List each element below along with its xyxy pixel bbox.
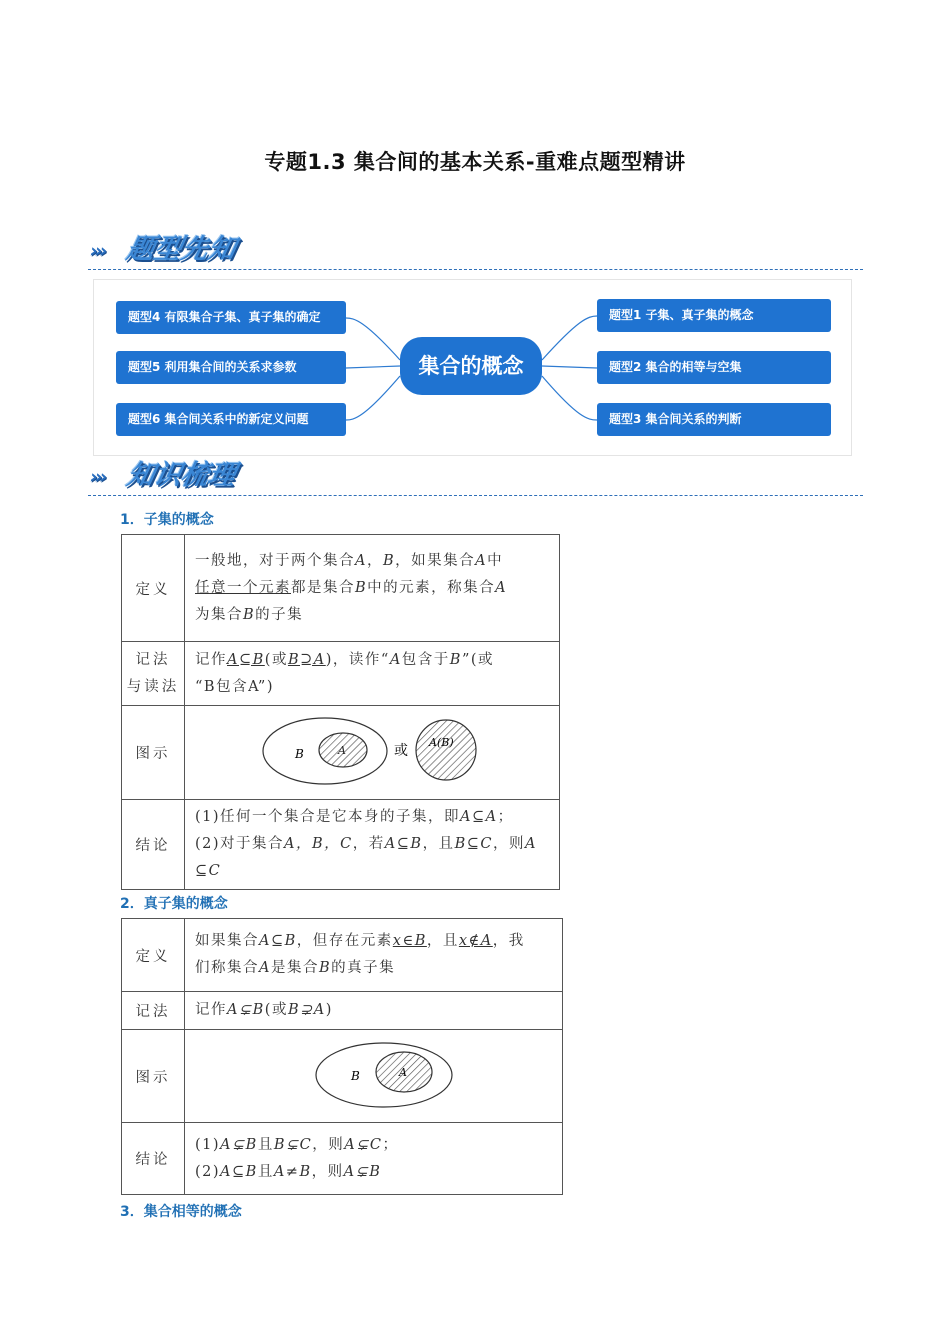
row-label: 图示 [122,706,185,800]
label-a: A [399,1066,407,1079]
mind-map-node-type5: 题型5 利用集合间的关系求参数 [116,351,346,384]
page-title: 专题1.3 集合间的基本关系-重难点题型精讲 [264,150,686,174]
dashed-divider [88,269,863,270]
mind-map-node-type3: 题型3 集合间关系的判断 [597,403,831,436]
table-row [122,919,563,992]
conclusion-cell: (1)A⊊B且B⊊C，则A⊊C； (2)A⊆B且A≠B，则A⊊B [185,1123,563,1195]
row-label: 结论 [122,800,185,890]
row-label: 定义 [122,919,185,992]
table-row [122,1030,563,1123]
mind-map [93,279,852,456]
banner-heading: 题型先知 [124,234,239,265]
mind-map-node-type1: 题型1 子集、真子集的概念 [597,299,831,332]
table-row [122,642,560,706]
mind-map-node-type2: 题型2 集合的相等与空集 [597,351,831,384]
definition-cell: 一般地，对于两个集合A，B，如果集合A中 任意一个元素都是集合B中的元素，称集合A 为集合B的子集 [185,535,560,642]
row-label: 结论 [122,1123,185,1195]
table-row [122,535,560,642]
venn-diagram [185,1030,562,1118]
dashed-divider [88,495,863,496]
section-heading-proper-subset: 2．真子集的概念 [120,896,228,912]
table-row [122,1123,563,1195]
table-row [122,706,560,800]
notation-cell: 记作A⊊B(或B⊋A) [185,992,563,1030]
banner-arrows-icon: ››› [90,466,105,488]
table-row [122,992,563,1030]
banner-knowledge [88,452,863,496]
table-row [122,800,560,890]
label-ab: A(B) [429,736,454,749]
diagram-cell [185,1030,563,1123]
mind-map-node-type4: 题型4 有限集合子集、真子集的确定 [116,301,346,334]
subset-table [121,534,560,890]
mind-map-center: 集合的概念 [400,337,542,395]
venn-diagram [185,706,559,795]
label-b: B [295,747,304,761]
row-label: 定义 [122,535,185,642]
mind-map-node-type6: 题型6 集合间关系中的新定义问题 [116,403,346,436]
set-ab-circle [416,720,476,780]
or-text: 或 [394,743,408,759]
proper-subset-table [121,918,563,1195]
conclusion-cell: (1)任何一个集合是它本身的子集，即A⊆A； (2)对于集合A，B，C，若A⊆B，且B⊆C，则A ⊆C [185,800,560,890]
row-label: 记法 [122,992,185,1030]
diagram-cell [185,706,560,800]
definition-cell: 如果集合A⊆B，但存在元素x∈B，且x∉A，我 们称集合A是集合B的真子集 [185,919,563,992]
notation-cell: 记作A⊆B(或B⊇A)，读作“A包含于B”(或 “B包含A”) [185,642,560,706]
banner-question-types [88,226,863,270]
banner-arrows-icon: ››› [90,240,105,262]
section-heading-set-equality: 3．集合相等的概念 [120,1204,242,1220]
row-label: 图示 [122,1030,185,1123]
label-b: B [351,1069,360,1083]
section-heading-subset: 1．子集的概念 [120,512,214,528]
banner-heading: 知识梳理 [124,460,239,491]
row-label: 记法 与读法 [122,642,185,706]
label-a: A [338,744,346,757]
